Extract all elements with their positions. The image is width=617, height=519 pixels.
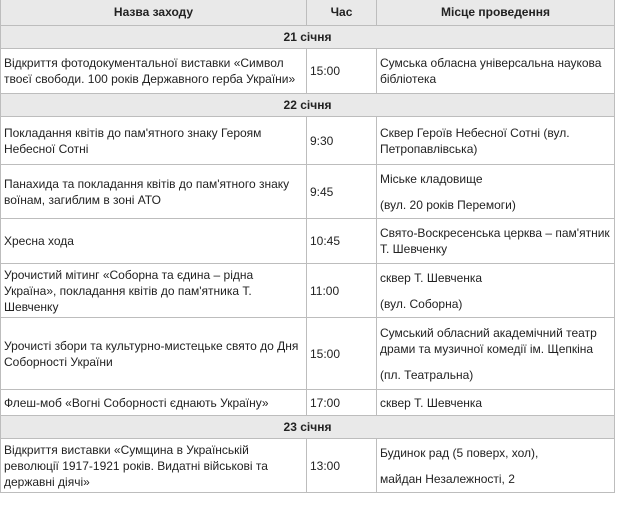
table-row xyxy=(1,117,615,165)
place-line: сквер Т. Шевченка xyxy=(380,270,483,285)
place-line: Будинок рад (5 поверх, хол), xyxy=(380,445,539,460)
place-line: (пл. Театральна) xyxy=(380,367,474,382)
table-row xyxy=(1,49,615,94)
event-name: Покладання квітів до пам'ятного знаку Героям Небесної Сотні xyxy=(1,117,307,165)
event-name: Панахида та покладання квітів до пам'ятного знаку воїнам, загиблим в зоні АТО xyxy=(1,165,307,219)
event-time: 9:30 xyxy=(307,117,377,165)
place-line: Сумський обласний академічний театр драми та музичної комедії ім. Щепкіна xyxy=(380,325,597,356)
table-row xyxy=(1,264,615,318)
table-row xyxy=(1,165,615,219)
header-time: Час xyxy=(307,0,377,26)
event-time: 15:00 xyxy=(307,49,377,94)
event-name: Відкриття виставки «Сумщина в Українській революції 1917-1921 років. Видатні військові та державні діячі» xyxy=(1,439,307,493)
day-group xyxy=(1,26,615,94)
event-place xyxy=(377,165,615,219)
event-time: 10:45 xyxy=(307,219,377,264)
date-label: 23 січня xyxy=(1,416,615,439)
header-event-name: Назва заходу xyxy=(1,0,307,26)
day-group xyxy=(1,416,615,493)
table-row xyxy=(1,318,615,390)
event-place xyxy=(377,117,615,165)
date-label: 22 січня xyxy=(1,94,615,117)
event-time: 9:45 xyxy=(307,165,377,219)
day-group xyxy=(1,94,615,416)
event-place xyxy=(377,390,615,416)
event-time: 15:00 xyxy=(307,318,377,390)
date-row xyxy=(1,94,615,117)
date-label: 21 січня xyxy=(1,26,615,49)
place-line: Міське кладовище xyxy=(380,171,483,186)
place-line: майдан Незалежності, 2 xyxy=(380,471,515,486)
event-time: 11:00 xyxy=(307,264,377,318)
event-name: Урочисті збори та культурно-мистецьке свято до Дня Соборності України xyxy=(1,318,307,390)
place-line: Сумська обласна універсальна наукова бібліотека xyxy=(380,56,602,86)
event-name: Відкриття фотодокументальної виставки «Символ твоєї свободи. 100 років Державного герба України» xyxy=(1,49,307,94)
event-place xyxy=(377,318,615,390)
place-line: сквер Т. Шевченка xyxy=(380,395,483,410)
event-place xyxy=(377,439,615,493)
event-name: Флеш-моб «Вогні Соборності єднають Україну» xyxy=(1,390,307,416)
place-line: (вул. Соборна) xyxy=(380,296,463,311)
table-row xyxy=(1,390,615,416)
event-name: Урочистий мітинг «Соборна та єдина – рідна Україна», покладання квітів до пам'ятника Т. Шевченку xyxy=(1,264,307,318)
place-line: (вул. 20 років Перемоги) xyxy=(380,197,516,212)
place-line: Сквер Героїв Небесної Сотні (вул. Петропавлівська) xyxy=(380,125,570,156)
date-row xyxy=(1,416,615,439)
event-time: 13:00 xyxy=(307,439,377,493)
table-row xyxy=(1,219,615,264)
header-place: Місце проведення xyxy=(377,0,615,26)
place-line: Свято-Воскресенська церква – пам'ятник Т. Шевченку xyxy=(380,226,610,256)
table-header-row xyxy=(1,0,615,26)
event-place xyxy=(377,49,615,94)
event-time: 17:00 xyxy=(307,390,377,416)
table-row xyxy=(1,439,615,493)
event-place xyxy=(377,219,615,264)
event-place xyxy=(377,264,615,318)
event-name: Хресна хода xyxy=(1,219,307,264)
date-row xyxy=(1,26,615,49)
